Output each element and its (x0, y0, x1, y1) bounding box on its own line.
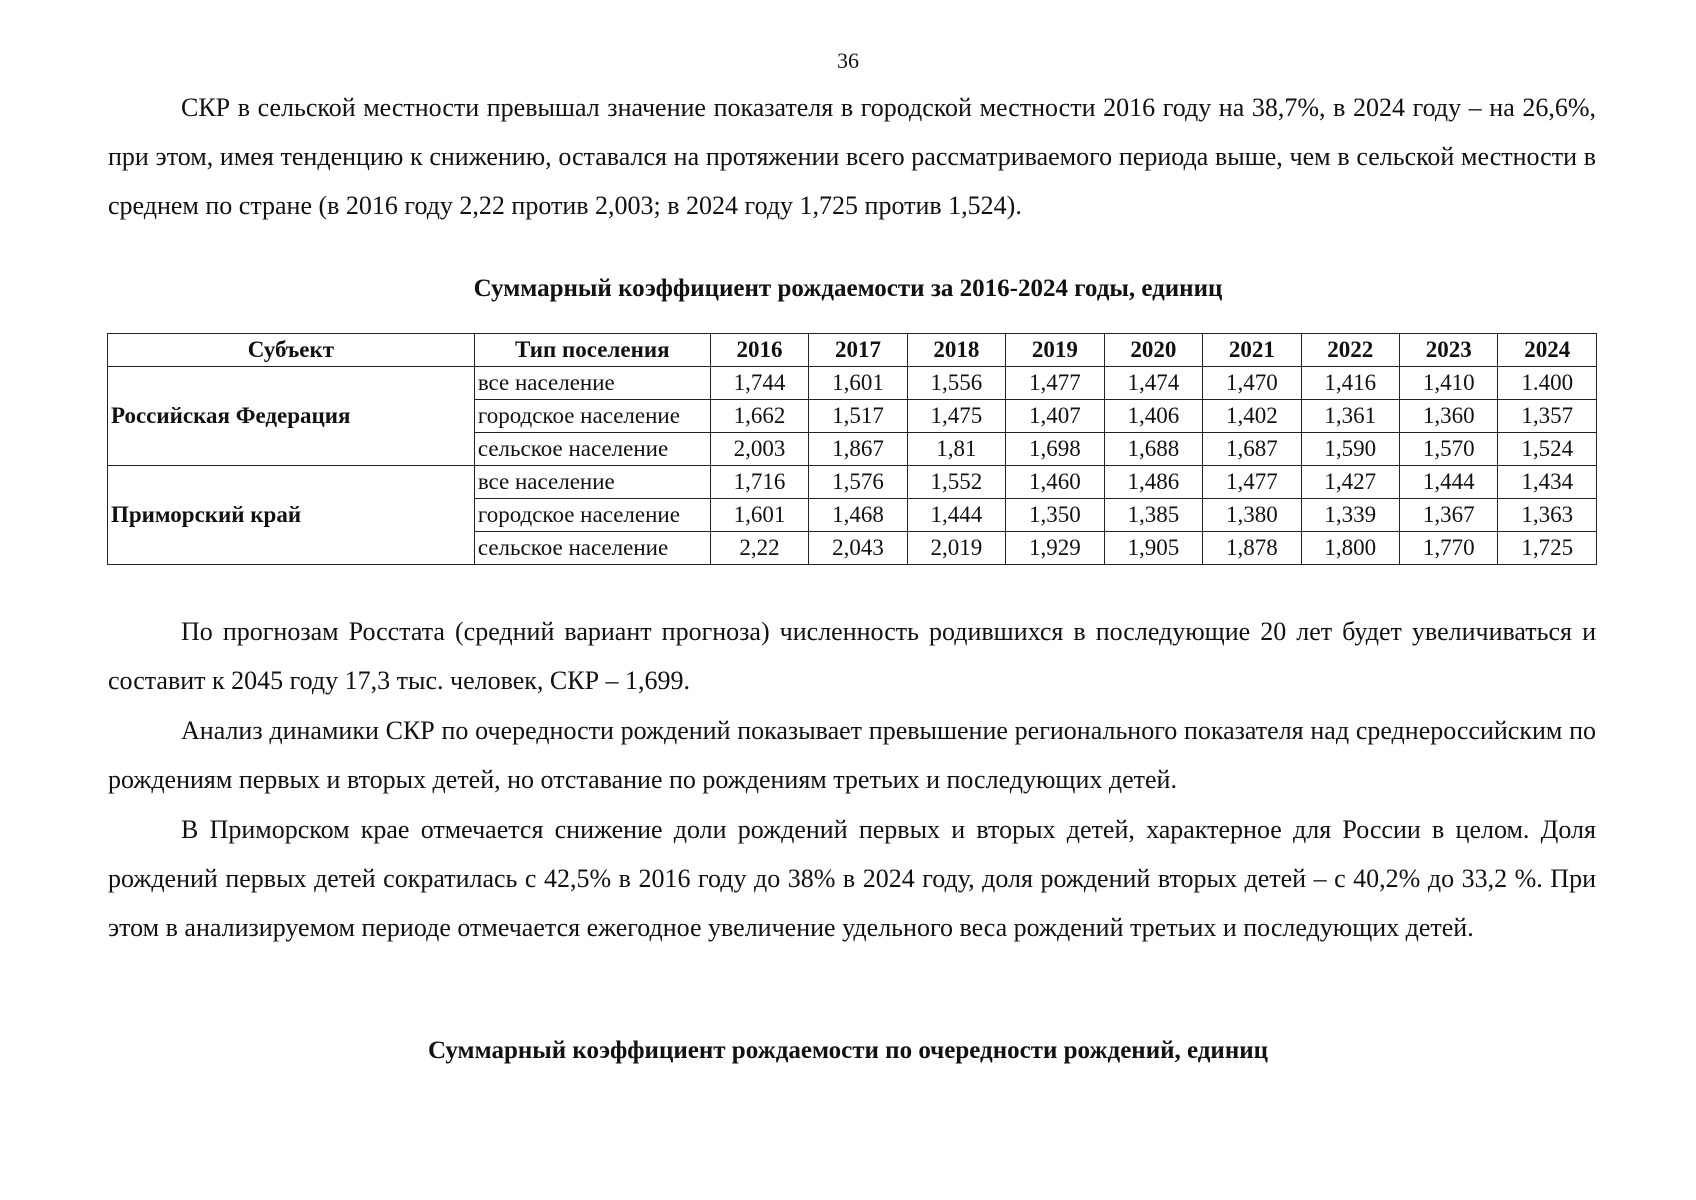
value-cell: 1,475 (907, 400, 1005, 433)
value-cell: 1,460 (1006, 466, 1104, 499)
table-body (108, 367, 1597, 565)
header-year: 2020 (1104, 334, 1202, 367)
settlement-type-cell: городское население (474, 400, 710, 433)
value-cell: 1,662 (710, 400, 808, 433)
value-cell: 1,470 (1203, 367, 1301, 400)
value-cell: 1,474 (1104, 367, 1202, 400)
settlement-type-cell: все население (474, 466, 710, 499)
value-cell: 1,385 (1104, 499, 1202, 532)
header-year: 2022 (1301, 334, 1399, 367)
value-cell: 1,800 (1301, 532, 1399, 565)
table-title-fertility-2016-2024: Суммарный коэффициент рождаемости за 2016-2024 годы, единиц (473, 275, 1223, 302)
subject-cell: Российская Федерация (108, 367, 475, 466)
value-cell: 1,367 (1400, 499, 1498, 532)
page-number: 36 (837, 48, 859, 73)
subject-cell: Приморский край (108, 466, 475, 565)
value-cell: 1,576 (809, 466, 907, 499)
value-cell: 1,878 (1203, 532, 1301, 565)
value-cell: 1,867 (809, 433, 907, 466)
settlement-type-cell: сельское население (474, 532, 710, 565)
value-cell: 1,444 (907, 499, 1005, 532)
header-year: 2019 (1006, 334, 1104, 367)
value-cell: 1,601 (809, 367, 907, 400)
value-cell: 1,524 (1498, 433, 1597, 466)
value-cell: 1,81 (907, 433, 1005, 466)
value-cell: 1,468 (809, 499, 907, 532)
value-cell: 1,360 (1400, 400, 1498, 433)
value-cell: 1,590 (1301, 433, 1399, 466)
value-cell: 1,552 (907, 466, 1005, 499)
value-cell: 1,725 (1498, 532, 1597, 565)
value-cell: 1,556 (907, 367, 1005, 400)
value-cell: 1,570 (1400, 433, 1498, 466)
value-cell: 1,770 (1400, 532, 1498, 565)
value-cell: 1,716 (710, 466, 808, 499)
value-cell: 1,601 (710, 499, 808, 532)
header-subject: Субъект (108, 334, 475, 367)
paragraph-primorsky-share: В Приморском крае отмечается снижение доли рождений первых и вторых детей, характерное для России в целом. Доля рождений первых детей сократилась с 42,5% в 2016 году до 38% в 2024 году, доля рождений вторых детей – с 40,2% до 33,2 %. При этом в анализируемом периоде отмечается ежегодное увеличение удельного веса рождений третьих и последующих детей. (108, 815, 1596, 942)
value-cell: 1,905 (1104, 532, 1202, 565)
header-year: 2017 (809, 334, 907, 367)
value-cell: 1,434 (1498, 466, 1597, 499)
value-cell: 1,477 (1203, 466, 1301, 499)
value-cell: 1,350 (1006, 499, 1104, 532)
value-cell: 1,687 (1203, 433, 1301, 466)
value-cell: 1,410 (1400, 367, 1498, 400)
value-cell: 1.400 (1498, 367, 1597, 400)
settlement-type-cell: городское население (474, 499, 710, 532)
header-year: 2016 (710, 334, 808, 367)
value-cell: 1,402 (1203, 400, 1301, 433)
table-row (108, 466, 1597, 499)
value-cell: 1,744 (710, 367, 808, 400)
value-cell: 1,427 (1301, 466, 1399, 499)
value-cell: 1,339 (1301, 499, 1399, 532)
header-year: 2023 (1400, 334, 1498, 367)
value-cell: 1,444 (1400, 466, 1498, 499)
value-cell: 1,363 (1498, 499, 1597, 532)
value-cell: 1,416 (1301, 367, 1399, 400)
paragraph-forecast: По прогнозам Росстата (средний вариант прогноза) численность родившихся в последующие 20 лет будет увеличиваться и составит к 2045 году 17,3 тыс. человек, СКР – 1,699. (108, 617, 1596, 695)
value-cell: 1,688 (1104, 433, 1202, 466)
table-header-row (108, 334, 1597, 367)
value-cell: 2,22 (710, 532, 808, 565)
value-cell: 2,003 (710, 433, 808, 466)
value-cell: 1,698 (1006, 433, 1104, 466)
value-cell: 2,019 (907, 532, 1005, 565)
settlement-type-cell: сельское население (474, 433, 710, 466)
value-cell: 1,406 (1104, 400, 1202, 433)
value-cell: 1,486 (1104, 466, 1202, 499)
value-cell: 1,361 (1301, 400, 1399, 433)
value-cell: 1,380 (1203, 499, 1301, 532)
value-cell: 2,043 (809, 532, 907, 565)
table-row (108, 367, 1597, 400)
value-cell: 1,517 (809, 400, 907, 433)
header-year: 2018 (907, 334, 1005, 367)
value-cell: 1,929 (1006, 532, 1104, 565)
value-cell: 1,407 (1006, 400, 1104, 433)
paragraph-rural-fertility: СКР в сельской местности превышал значение показателя в городской местности 2016 году на 38,7%, в 2024 году – на 26,6%, при этом, имея тенденцию к снижению, оставался на протяжении всего рассматриваемого периода выше, чем в сельской местности в среднем по стране (в 2016 году 2,22 против 2,003; в 2024 году 1,725 против 1,524). (108, 93, 1596, 220)
fertility-table (107, 333, 1597, 565)
header-year: 2021 (1203, 334, 1301, 367)
header-settlement-type: Тип поселения (474, 334, 710, 367)
paragraph-birth-order-analysis: Анализ динамики СКР по очередности рождений показывает превышение регионального показателя над среднероссийским по рождениям первых и вторых детей, но отставание по рождениям третьих и последующих детей. (108, 716, 1596, 794)
value-cell: 1,477 (1006, 367, 1104, 400)
table-title-birth-order: Суммарный коэффициент рождаемости по очередности рождений, единиц (427, 1037, 1269, 1064)
value-cell: 1,357 (1498, 400, 1597, 433)
settlement-type-cell: все население (474, 367, 710, 400)
header-year: 2024 (1498, 334, 1597, 367)
